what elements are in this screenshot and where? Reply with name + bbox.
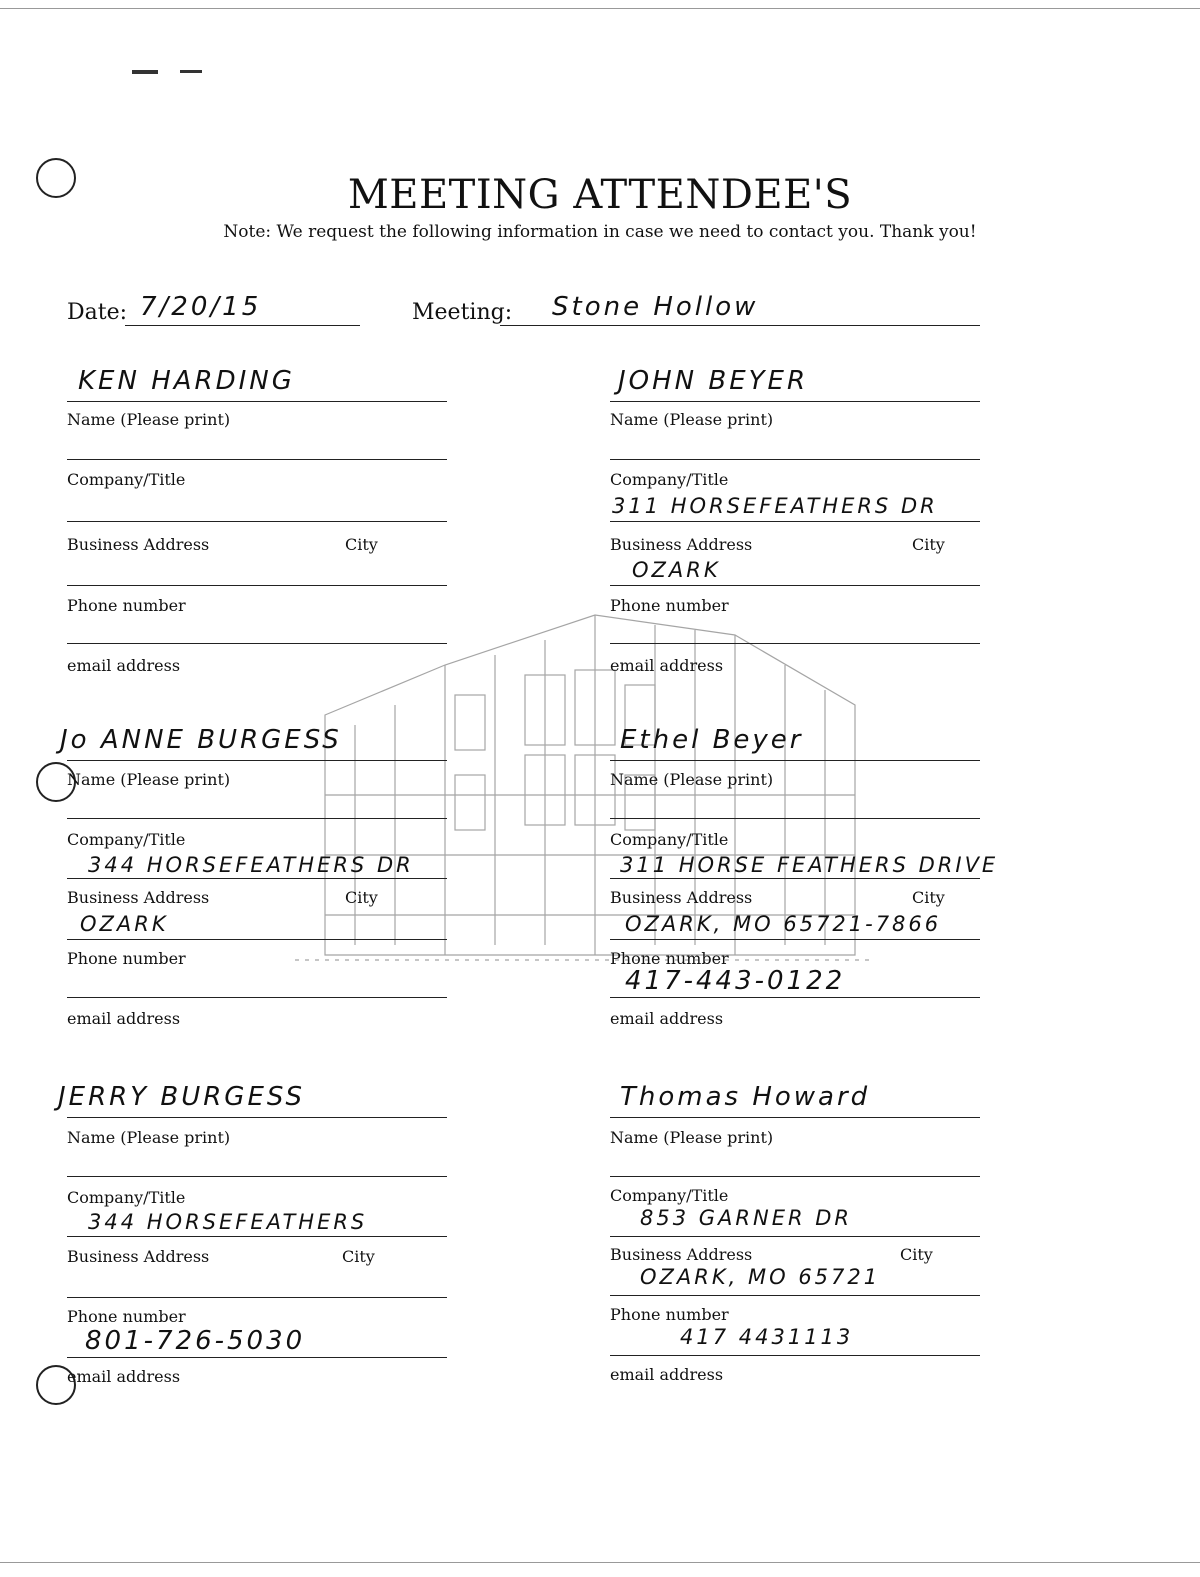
company-label: Company/Title — [610, 470, 729, 489]
name-line — [67, 1117, 447, 1118]
attendee-name[interactable]: KEN HARDING — [78, 366, 295, 396]
city-label: City — [342, 1247, 375, 1266]
scan-speck — [132, 70, 158, 74]
attendee-city[interactable]: OZARK, MO 65721-7866 — [625, 912, 942, 936]
attendee-address[interactable]: 311 HORSE FEATHERS DRIVE — [620, 853, 999, 877]
attendee-phone[interactable]: 417-443-0122 — [625, 966, 846, 996]
address-line — [610, 878, 980, 879]
address-line — [67, 1236, 447, 1237]
attendee-address[interactable]: 344 HORSEFEATHERS DR — [88, 853, 414, 877]
date-label: Date: — [67, 300, 128, 325]
city-label: City — [345, 535, 378, 554]
company-label: Company/Title — [610, 830, 729, 849]
meeting-line — [500, 325, 980, 326]
meeting-value[interactable]: Stone Hollow — [552, 292, 759, 322]
company-label: Company/Title — [67, 830, 186, 849]
phone-line — [610, 1355, 980, 1356]
phone-label: Phone number — [67, 1307, 186, 1326]
city-line — [67, 939, 447, 940]
meeting-label: Meeting: — [412, 300, 513, 325]
name-line — [67, 401, 447, 402]
attendee-name[interactable]: JERRY BURGESS — [58, 1082, 305, 1112]
email-label: email address — [67, 1367, 181, 1386]
email-label: email address — [610, 656, 724, 675]
scan-edge-line — [0, 1562, 1200, 1563]
attendee-name[interactable]: Ethel Beyer — [620, 725, 804, 755]
company-line — [610, 1176, 980, 1177]
city-label: City — [912, 888, 945, 907]
phone-label: Phone number — [610, 596, 729, 615]
city-line — [610, 939, 980, 940]
company-label: Company/Title — [67, 1188, 186, 1207]
name-line — [610, 1117, 980, 1118]
email-label: email address — [610, 1009, 724, 1028]
email-label: email address — [67, 656, 181, 675]
date-value[interactable]: 7/20/15 — [140, 292, 262, 322]
address-label: Business Address — [610, 1245, 753, 1264]
scan-speck — [180, 70, 202, 73]
phone-line — [67, 643, 447, 644]
address-label: Business Address — [67, 1247, 210, 1266]
name-label: Name (Please print) — [610, 770, 774, 789]
page-title: MEETING ATTENDEE'S — [347, 172, 853, 218]
city-line — [610, 1295, 980, 1296]
name-line — [610, 401, 980, 402]
address-line — [67, 878, 447, 879]
phone-label: Phone number — [610, 1305, 729, 1324]
phone-label: Phone number — [610, 949, 729, 968]
company-line — [67, 1176, 447, 1177]
name-line — [67, 760, 447, 761]
address-line — [67, 521, 447, 522]
phone-line — [67, 1357, 447, 1358]
company-line — [67, 459, 447, 460]
address-line — [610, 1236, 980, 1237]
attendee-address[interactable]: 311 HORSEFEATHERS DR — [612, 494, 938, 518]
note-text: Note: We request the following information in case we need to contact you. Thank you! — [223, 222, 977, 242]
phone-line — [610, 643, 980, 644]
address-label: Business Address — [67, 888, 210, 907]
city-label: City — [900, 1245, 933, 1264]
address-label: Business Address — [610, 888, 753, 907]
phone-line — [610, 997, 980, 998]
attendee-address[interactable]: 853 GARNER DR — [640, 1206, 852, 1230]
company-line — [610, 459, 980, 460]
attendee-name[interactable]: JOHN BEYER — [618, 366, 809, 396]
phone-label: Phone number — [67, 949, 186, 968]
name-label: Name (Please print) — [67, 770, 231, 789]
address-label: Business Address — [67, 535, 210, 554]
city-label: City — [912, 535, 945, 554]
attendee-city[interactable]: OZARK — [80, 912, 169, 936]
attendee-city[interactable]: OZARK, MO 65721 — [640, 1265, 881, 1289]
company-line — [610, 818, 980, 819]
address-line — [610, 521, 980, 522]
date-line — [125, 325, 360, 326]
email-label: email address — [67, 1009, 181, 1028]
name-label: Name (Please print) — [67, 410, 231, 429]
phone-label: Phone number — [67, 596, 186, 615]
company-line — [67, 818, 447, 819]
attendee-name[interactable]: Thomas Howard — [620, 1082, 871, 1112]
attendee-city[interactable]: OZARK — [632, 558, 721, 582]
company-label: Company/Title — [67, 470, 186, 489]
name-label: Name (Please print) — [67, 1128, 231, 1147]
phone-line — [67, 997, 447, 998]
name-label: Name (Please print) — [610, 410, 774, 429]
city-line — [610, 585, 980, 586]
city-label: City — [345, 888, 378, 907]
city-line — [67, 1297, 447, 1298]
attendee-name[interactable]: Jo ANNE BURGESS — [60, 725, 342, 755]
city-line — [67, 585, 447, 586]
attendee-address[interactable]: 344 HORSEFEATHERS — [88, 1210, 368, 1234]
attendee-phone[interactable]: 801-726-5030 — [85, 1326, 306, 1356]
address-label: Business Address — [610, 535, 753, 554]
scan-edge-line — [0, 8, 1200, 9]
attendee-phone[interactable]: 417 4431113 — [680, 1325, 854, 1349]
email-label: email address — [610, 1365, 724, 1384]
company-label: Company/Title — [610, 1186, 729, 1205]
name-label: Name (Please print) — [610, 1128, 774, 1147]
name-line — [610, 760, 980, 761]
